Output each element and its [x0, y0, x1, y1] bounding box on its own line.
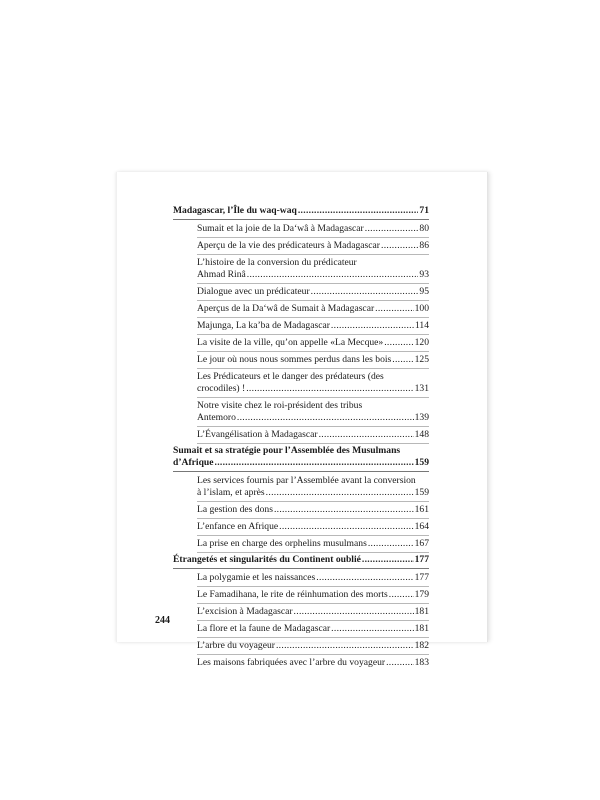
- dot-leader: [316, 572, 413, 584]
- entry-page: 161: [414, 504, 429, 515]
- dot-leader: [319, 429, 414, 441]
- dot-leader: [331, 320, 414, 332]
- entry-title-line: Notre visite chez le roi-président des tribus: [197, 400, 363, 411]
- section-title-line: d’Afrique: [173, 457, 214, 468]
- dot-leader: [215, 457, 414, 469]
- entry-title-line: à l’islam, et après: [197, 487, 265, 498]
- dot-leader: [381, 240, 418, 252]
- entry-title: Majunga, La ka’ba de Madagascar: [197, 320, 330, 331]
- dot-leader: [279, 521, 413, 533]
- section-title-line: Sumait et sa stratégie pour l’Assemblée des Musulmans: [173, 445, 401, 456]
- dot-leader: [331, 623, 413, 635]
- entry-title-line: crocodiles) !: [197, 383, 246, 394]
- entry-title-line: Les Prédicateurs et le danger des prédateurs (des: [197, 371, 384, 382]
- table-of-contents: [173, 204, 429, 671]
- toc-section-madagascar: [173, 204, 429, 220]
- dot-leader: [384, 337, 413, 349]
- toc-entry: [197, 398, 429, 427]
- entry-title-line: Les services fournis par l’Assemblée avant la conversion: [197, 475, 416, 486]
- toc-entry: [197, 655, 429, 671]
- entry-title: L’enfance en Afrique: [197, 521, 279, 532]
- dot-leader: [362, 554, 414, 566]
- toc-entry: [197, 301, 429, 318]
- entry-title: Aperçu de la vie des prédicateurs à Madagascar: [197, 240, 380, 251]
- entry-title: Le Famadihana, le rite de réinhumation des morts: [197, 589, 388, 600]
- toc-entry: [197, 335, 429, 352]
- entry-page: 167: [414, 538, 429, 549]
- dot-leader: [389, 589, 414, 601]
- toc-entry: [197, 473, 429, 502]
- section-title: Étrangetés et singularités du Continent oublié: [173, 554, 361, 565]
- toc-entry: [197, 284, 429, 301]
- entry-page: 131: [414, 383, 429, 394]
- entry-title: La flore et la faune de Madagascar: [197, 623, 331, 634]
- toc-entry: [197, 587, 429, 604]
- entry-page: 181: [414, 606, 429, 617]
- entry-page: 181: [414, 623, 429, 634]
- dot-leader: [311, 286, 419, 298]
- entry-page: 93: [419, 269, 429, 280]
- dot-leader: [274, 504, 414, 516]
- toc-entry: [197, 519, 429, 536]
- entry-page: 114: [414, 320, 429, 331]
- entry-page: 95: [419, 286, 429, 297]
- dot-leader: [266, 487, 414, 499]
- toc-entry: [197, 221, 429, 238]
- entry-title: La prise en charge des orphelins musulmans: [197, 538, 367, 549]
- entry-title-line: Antemoro: [197, 412, 236, 423]
- section-page: 177: [414, 554, 429, 565]
- dot-leader: [294, 606, 414, 618]
- entry-title: Sumait et la joie de la Da‘wâ à Madagascar: [197, 223, 364, 234]
- dot-leader: [298, 205, 419, 217]
- toc-entry: [197, 536, 429, 553]
- toc-entry: [197, 427, 429, 444]
- entry-page: 177: [414, 572, 429, 583]
- entry-title: La gestion des dons: [197, 504, 273, 515]
- entry-page: 120: [414, 337, 429, 348]
- entry-page: 100: [414, 303, 429, 314]
- toc-entry: [197, 638, 429, 655]
- entry-page: 182: [414, 640, 429, 651]
- entry-title: L’arbre du voyageur: [197, 640, 275, 651]
- section-page: 71: [419, 205, 429, 216]
- entry-page: 86: [419, 240, 429, 251]
- entry-title-line: L’histoire de la conversion du prédicateur: [197, 257, 357, 268]
- dot-leader: [365, 223, 419, 235]
- section-page: 159: [414, 457, 429, 468]
- dot-leader: [247, 269, 419, 281]
- toc-section-etrangetes: [173, 553, 429, 569]
- entry-page: 80: [419, 223, 429, 234]
- toc-entry: [197, 621, 429, 638]
- toc-entry: [197, 502, 429, 519]
- entry-title: Aperçus de la Da‘wâ de Sumait à Madagascar: [197, 303, 375, 314]
- entry-title-line: Ahmad Rinâ: [197, 269, 246, 280]
- entry-page: 164: [414, 521, 429, 532]
- dot-leader: [368, 538, 414, 550]
- entry-page: 139: [414, 412, 429, 423]
- dot-leader: [375, 303, 413, 315]
- toc-entry: [197, 369, 429, 398]
- dot-leader: [246, 383, 413, 395]
- toc-entry: [197, 604, 429, 621]
- entry-page: 183: [414, 657, 429, 668]
- dot-leader: [237, 412, 414, 424]
- page-number: 244: [155, 615, 170, 626]
- dot-leader: [276, 640, 414, 652]
- toc-entry: [197, 318, 429, 335]
- entry-title: Dialogue avec un prédicateur: [197, 286, 310, 297]
- toc-section-strategie: [173, 444, 429, 472]
- entry-title: Les maisons fabriquées avec l’arbre du voyageur: [197, 657, 386, 668]
- dot-leader: [386, 657, 414, 669]
- toc-entry: [197, 255, 429, 284]
- entry-page: 125: [414, 354, 429, 365]
- toc-entry: [197, 570, 429, 587]
- entry-title: L’Évangélisation à Madagascar: [197, 429, 318, 440]
- entry-title: La polygamie et les naissances: [197, 572, 316, 583]
- dot-leader: [392, 354, 413, 366]
- entry-title: L’excision à Madagascar: [197, 606, 293, 617]
- entry-page: 148: [414, 429, 429, 440]
- toc-entry: [197, 238, 429, 255]
- entry-page: 159: [414, 487, 429, 498]
- toc-entry: [197, 352, 429, 369]
- entry-title: La visite de la ville, qu’on appelle «La Mecque»: [197, 337, 384, 348]
- entry-page: 179: [414, 589, 429, 600]
- entry-title: Le jour où nous nous sommes perdus dans les bois: [197, 354, 392, 365]
- section-title: Madagascar, l’Île du waq-waq: [173, 205, 297, 216]
